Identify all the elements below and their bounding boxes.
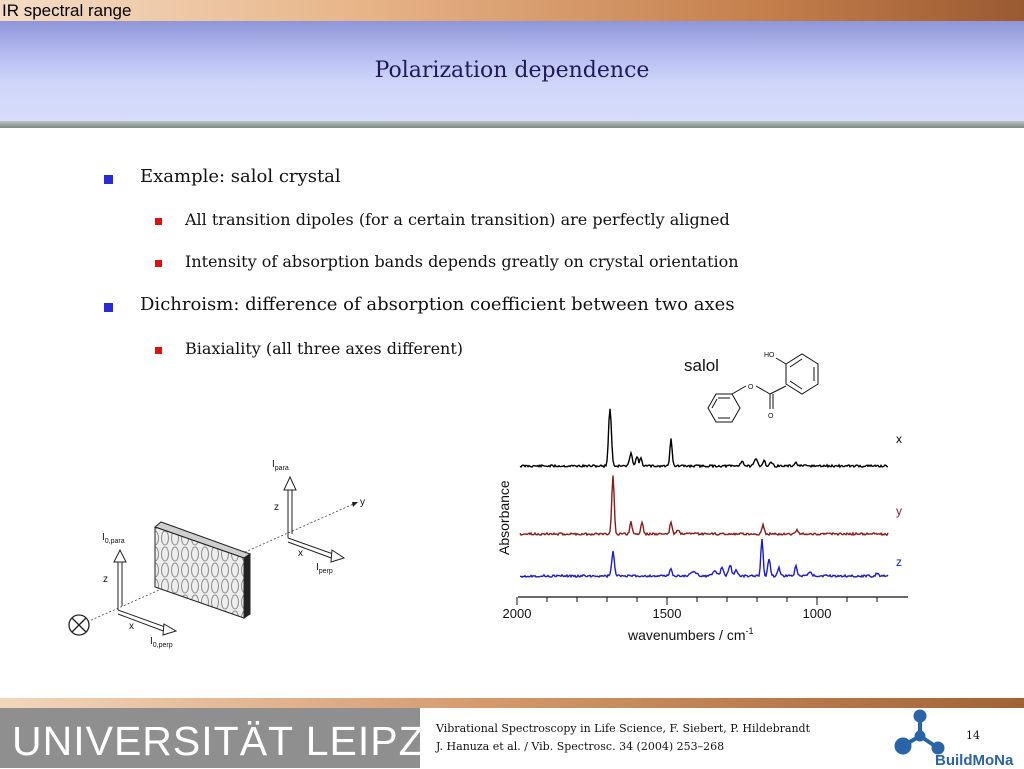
axis-label-z: z bbox=[274, 502, 279, 513]
slide-title: Polarization dependence bbox=[374, 58, 650, 83]
transmitted-axes bbox=[284, 477, 344, 562]
reference-1: Vibrational Spectroscopy in Life Science, F. Siebert, P. Hildebrandt bbox=[436, 722, 810, 735]
bullet-1-2: Intensity of absorption bands depends greatly on crystal orientation bbox=[185, 252, 739, 271]
crystal-diagram bbox=[60, 450, 380, 660]
university-name: UNIVERSITÄT LEIPZIG bbox=[12, 718, 470, 764]
axis-label-x-left: x bbox=[129, 621, 134, 632]
bullet-marker bbox=[155, 218, 162, 225]
brand-name: BuildMoNa bbox=[935, 752, 1014, 769]
bullet-1: Example: salol crystal bbox=[140, 166, 341, 187]
page-number: 14 bbox=[966, 729, 980, 742]
x-tick-label: 1000 bbox=[802, 606, 832, 621]
propagation-into-page-icon bbox=[69, 615, 89, 635]
trace-label-z: z bbox=[896, 555, 902, 569]
carbonyl-oxygen-label: O bbox=[768, 413, 774, 420]
references bbox=[436, 720, 810, 756]
i0-para-label: $I_{0,para}$ bbox=[102, 532, 125, 545]
hydroxyl-label: HO bbox=[764, 352, 775, 359]
bullet-2: Dichroism: difference of absorption coefficient between two axes bbox=[140, 294, 735, 315]
ir-spectra bbox=[480, 400, 920, 650]
spectrum-trace-z bbox=[520, 539, 888, 577]
bullet-marker bbox=[155, 260, 162, 267]
i0-perp-label: $I_{0,perp}$ bbox=[150, 636, 173, 649]
i-para-label: $I_{para}$ bbox=[272, 459, 289, 472]
bullet-marker bbox=[104, 175, 113, 184]
x-axis-label: wavenumbers / $cm^{-1}$ bbox=[628, 626, 754, 643]
section-title: IR spectral range bbox=[2, 1, 132, 20]
axis-label-z-left: z bbox=[103, 574, 108, 585]
bullet-marker bbox=[155, 347, 162, 354]
university-logo bbox=[0, 708, 470, 768]
title-divider bbox=[0, 121, 1024, 128]
y-axis-label: Absorbance bbox=[496, 480, 512, 555]
x-tick-label: 2000 bbox=[502, 606, 532, 621]
spectrum-trace-x bbox=[520, 409, 888, 467]
molecule-name: salol bbox=[684, 356, 719, 375]
ester-oxygen-label: O bbox=[748, 384, 754, 391]
crystal-slab bbox=[155, 522, 250, 618]
i-perp-label: $I_{perp}$ bbox=[316, 562, 333, 575]
spectrum-trace-y bbox=[520, 476, 888, 536]
reference-2: J. Hanuza et al. / Vib. Spectrosc. 34 (2004) 253–268 bbox=[436, 740, 725, 753]
bullet-2-1: Biaxiality (all three axes different) bbox=[185, 339, 464, 358]
axis-label-x: x bbox=[298, 548, 303, 559]
axis-label-y: y bbox=[360, 497, 365, 508]
trace-label-x: x bbox=[896, 432, 902, 446]
bullet-1-1: All transition dipoles (for a certain transition) are perfectly aligned bbox=[185, 210, 730, 229]
bullet-marker bbox=[104, 303, 113, 312]
footer-bar bbox=[0, 698, 1024, 708]
x-tick-label: 1500 bbox=[652, 606, 682, 621]
trace-label-y: y bbox=[896, 504, 902, 518]
header-bar bbox=[0, 0, 1024, 21]
